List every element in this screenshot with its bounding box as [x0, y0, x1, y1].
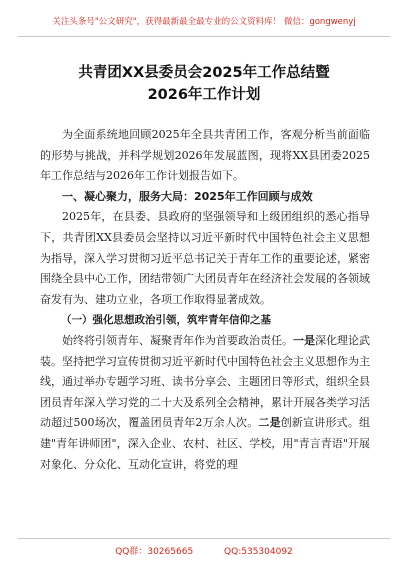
intro-paragraph: 为全面系统地回顾2025年全县共青团工作，客观分析当前面临的形势与挑战，并科学规划2026年发展蓝图，现将XX县团委2025年工作总结与2026年工作计划报告如下。 [40, 128, 370, 183]
document-body [40, 125, 370, 475]
header-banner [18, 8, 390, 37]
subsection-1-paragraph [40, 331, 370, 475]
paragraph-text-b: 深化理论武装。坚持把学习宣传贯彻习近平新时代中国特色社会主义思想作为主线，通过举办专题学习班、读书分享会、主题团日等形式，组织全县团员青年深入学习党的二十大及系列全会精神，累计开展各类学习活动超过500场次，覆盖团员青年2万余人次。 [40, 333, 370, 430]
paragraph-text-a: 始终将引领青年、凝聚青年作为首要政治责任。 [62, 333, 293, 347]
title-line-1: 共青团XX县委员会2025年工作总结暨 [78, 65, 330, 81]
section-1-paragraph: 2025年，在县委、县政府的坚强领导和上级团组织的悉心指导下，共青团XX县委员会坚持以习近平新时代中国特色社会主义思想为指导，深入学习贯彻习近平总书记关于青年工作的重要论述，紧密围绕全县中心工作，团结带领广大团员青年在经济社会发展的各领域奋发有为、建功立业，各项工作取得显著成效。 [40, 210, 370, 306]
section-1-heading: 一、凝心聚力，服务大局：2025年工作回顾与成效 [62, 189, 313, 203]
document-title [20, 62, 388, 106]
bold-marker-1: 一是 [293, 333, 315, 347]
footer-qq: QQ:535304092 [224, 547, 293, 557]
footer-banner [18, 538, 390, 565]
footer-qq-group: QQ群：30265665 [115, 547, 194, 557]
title-line-2: 2026年工作计划 [147, 87, 261, 103]
bold-marker-2: 二是 [258, 416, 281, 430]
subsection-1-heading: （一）强化思想政治引领，筑牢青年信仰之基 [61, 314, 271, 327]
header-banner-text: 关注头条号"公文研究"，获得最新最全最专业的公文资料库！ 微信：gongwenyj [52, 17, 356, 27]
paragraph-text-c: 创新宣讲形式。组建"青年讲师团"，深入企业、农村、社区、学校，用"青言青语"开展对象化、分众化、互动化宣讲，将党的理 [40, 416, 370, 471]
